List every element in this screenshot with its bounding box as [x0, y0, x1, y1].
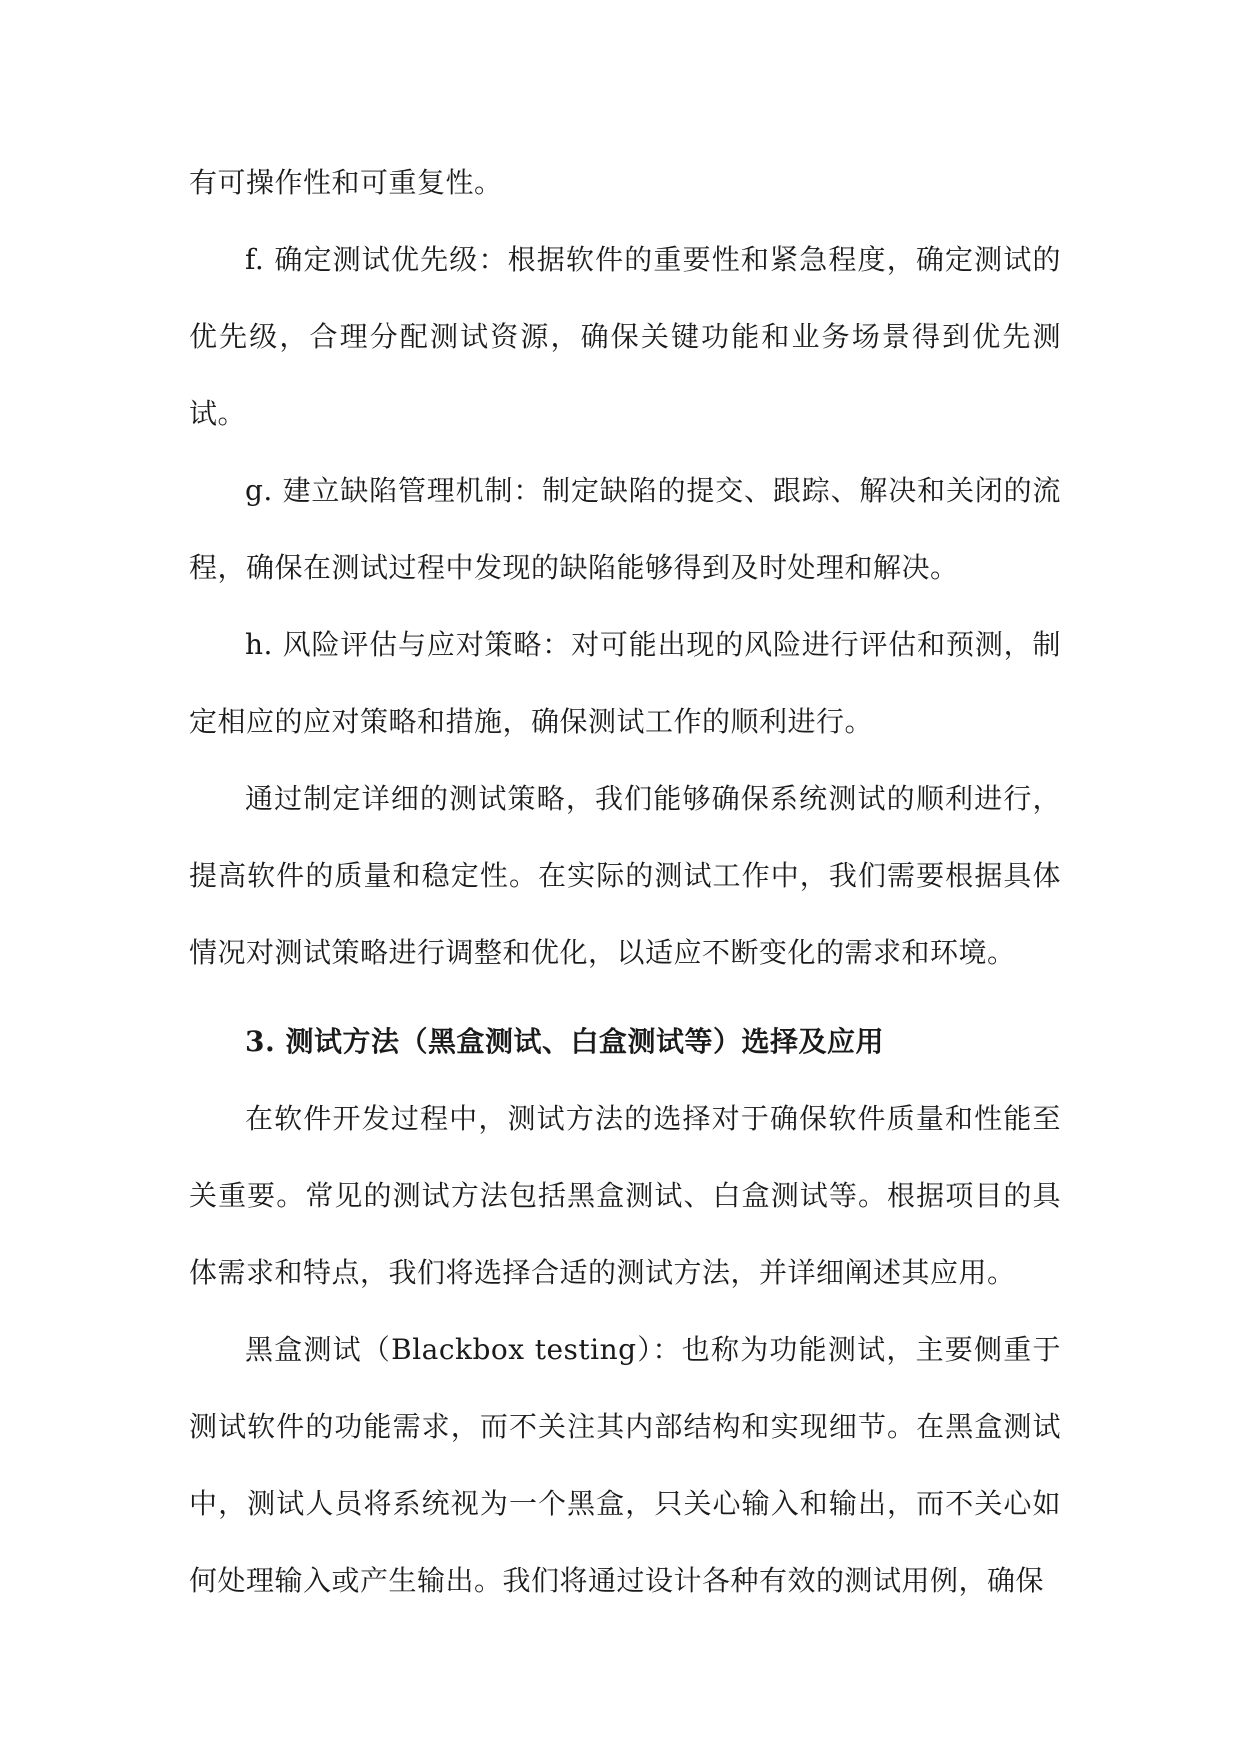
- paragraph-item-h: h. 风险评估与应对策略：对可能出现的风险进行评估和预测，制定相应的应对策略和措施，确保测试工作的顺利进行。: [189, 628, 1061, 738]
- paragraph-item-g: g. 建立缺陷管理机制：制定缺陷的提交、跟踪、解决和关闭的流程，确保在测试过程中发现的缺陷能够得到及时处理和解决。: [189, 474, 1061, 584]
- paragraph-summary: 通过制定详细的测试策略，我们能够确保系统测试的顺利进行，提高软件的质量和稳定性。在实际的测试工作中，我们需要根据具体情况对测试策略进行调整和优化，以适应不断变化的需求和环境。: [189, 782, 1061, 969]
- document-body: [189, 144, 1061, 1619]
- paragraph-continuation: 有可操作性和可重复性。: [189, 166, 503, 199]
- paragraph-item-f: f. 确定测试优先级：根据软件的重要性和紧急程度，确定测试的优先级，合理分配测试资源，确保关键功能和业务场景得到优先测试。: [189, 243, 1061, 430]
- paragraph-blackbox: 黑盒测试（Blackbox testing）：也称为功能测试，主要侧重于测试软件的功能需求，而不关注其内部结构和实现细节。在黑盒测试中，测试人员将系统视为一个黑盒，只关心输入和输出，而不关心如何处理输入或产生输出。我们将通过设计各种有效的测试用例，确保: [189, 1333, 1061, 1597]
- section-heading: 3. 测试方法（黑盒测试、白盒测试等）选择及应用: [245, 1025, 884, 1058]
- paragraph-intro: 在软件开发过程中，测试方法的选择对于确保软件质量和性能至关重要。常见的测试方法包括黑盒测试、白盒测试等。根据项目的具体需求和特点，我们将选择合适的测试方法，并详细阐述其应用。: [189, 1102, 1061, 1289]
